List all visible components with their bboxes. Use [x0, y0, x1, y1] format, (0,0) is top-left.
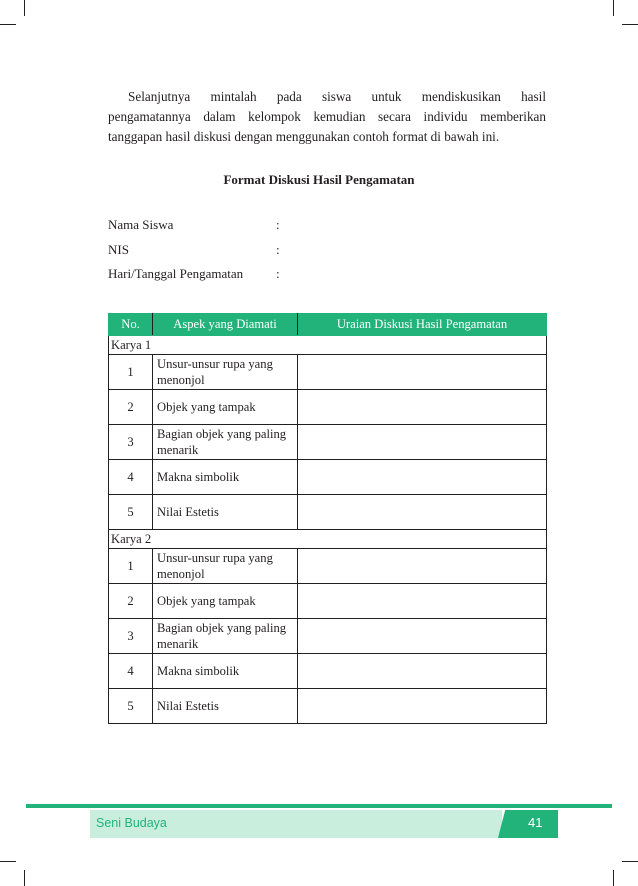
table-row [109, 619, 547, 654]
row-uraian-input[interactable] [298, 619, 547, 654]
row-aspek: Bagian objek yang paling menarik [153, 619, 298, 654]
row-number: 5 [109, 495, 153, 530]
table-row [109, 654, 547, 689]
crop-mark [24, 870, 25, 886]
header-uraian: Uraian Diskusi Hasil Pengamatan [298, 314, 547, 336]
row-uraian-input[interactable] [298, 584, 547, 619]
footer-book-title: Seni Budaya [96, 816, 167, 830]
field-label-nis: NIS [108, 242, 129, 257]
field-label-tanggal: Hari/Tanggal Pengamatan [108, 266, 244, 281]
row-uraian-input[interactable] [298, 689, 547, 724]
field-colon: : [276, 217, 280, 232]
crop-mark [622, 24, 638, 25]
row-number: 1 [109, 549, 153, 584]
row-uraian-input[interactable] [298, 654, 547, 689]
crop-mark [613, 0, 614, 16]
table-row [109, 425, 547, 460]
intro-first-line: Selanjutnya mintalah pada siswa untuk mendiskusikan hasil [128, 89, 546, 104]
field-label-nama: Nama Siswa [108, 217, 174, 232]
page-title: Format Diskusi Hasil Pengamatan [223, 172, 415, 187]
page-number: 41 [528, 815, 543, 830]
group-title: Karya 2 [109, 530, 547, 549]
observation-table [108, 313, 547, 724]
header-no: No. [109, 314, 153, 336]
row-aspek: Unsur-unsur rupa yang menonjol [153, 549, 298, 584]
crop-mark [0, 24, 16, 25]
row-uraian-input[interactable] [298, 390, 547, 425]
field-colon: : [276, 242, 280, 257]
row-uraian-input[interactable] [298, 549, 547, 584]
row-number: 4 [109, 654, 153, 689]
row-aspek: Nilai Estetis [153, 495, 298, 530]
intro-rest: pengamatannya dalam kelompok kemudian secara individu memberikan tanggapan hasil diskusi dengan menggunakan contoh format di bawah ini. [108, 109, 546, 144]
row-aspek: Unsur-unsur rupa yang menonjol [153, 355, 298, 390]
row-number: 1 [109, 355, 153, 390]
row-uraian-input[interactable] [298, 460, 547, 495]
crop-mark [622, 861, 638, 862]
row-aspek: Bagian objek yang paling menarik [153, 425, 298, 460]
table-row [109, 495, 547, 530]
table-row [109, 355, 547, 390]
group-title: Karya 1 [109, 336, 547, 355]
table-row [109, 689, 547, 724]
row-uraian-input[interactable] [298, 425, 547, 460]
table-row [109, 549, 547, 584]
field-colon: : [276, 266, 280, 281]
crop-mark [0, 861, 16, 862]
row-number: 4 [109, 460, 153, 495]
row-aspek: Nilai Estetis [153, 689, 298, 724]
row-aspek: Makna simbolik [153, 654, 298, 689]
row-uraian-input[interactable] [298, 495, 547, 530]
group-row [109, 336, 547, 355]
row-aspek: Makna simbolik [153, 460, 298, 495]
row-number: 3 [109, 619, 153, 654]
intro-paragraph [108, 87, 546, 147]
row-number: 2 [109, 584, 153, 619]
table-header-row [109, 314, 547, 336]
crop-mark [24, 0, 25, 16]
table-row [109, 390, 547, 425]
header-aspek: Aspek yang Diamati [153, 314, 298, 336]
footer-band [26, 804, 612, 808]
row-number: 3 [109, 425, 153, 460]
row-aspek: Objek yang tampak [153, 390, 298, 425]
crop-mark [613, 870, 614, 886]
row-aspek: Objek yang tampak [153, 584, 298, 619]
group-row [109, 530, 547, 549]
row-number: 2 [109, 390, 153, 425]
row-uraian-input[interactable] [298, 355, 547, 390]
table-row [109, 584, 547, 619]
table-row [109, 460, 547, 495]
row-number: 5 [109, 689, 153, 724]
